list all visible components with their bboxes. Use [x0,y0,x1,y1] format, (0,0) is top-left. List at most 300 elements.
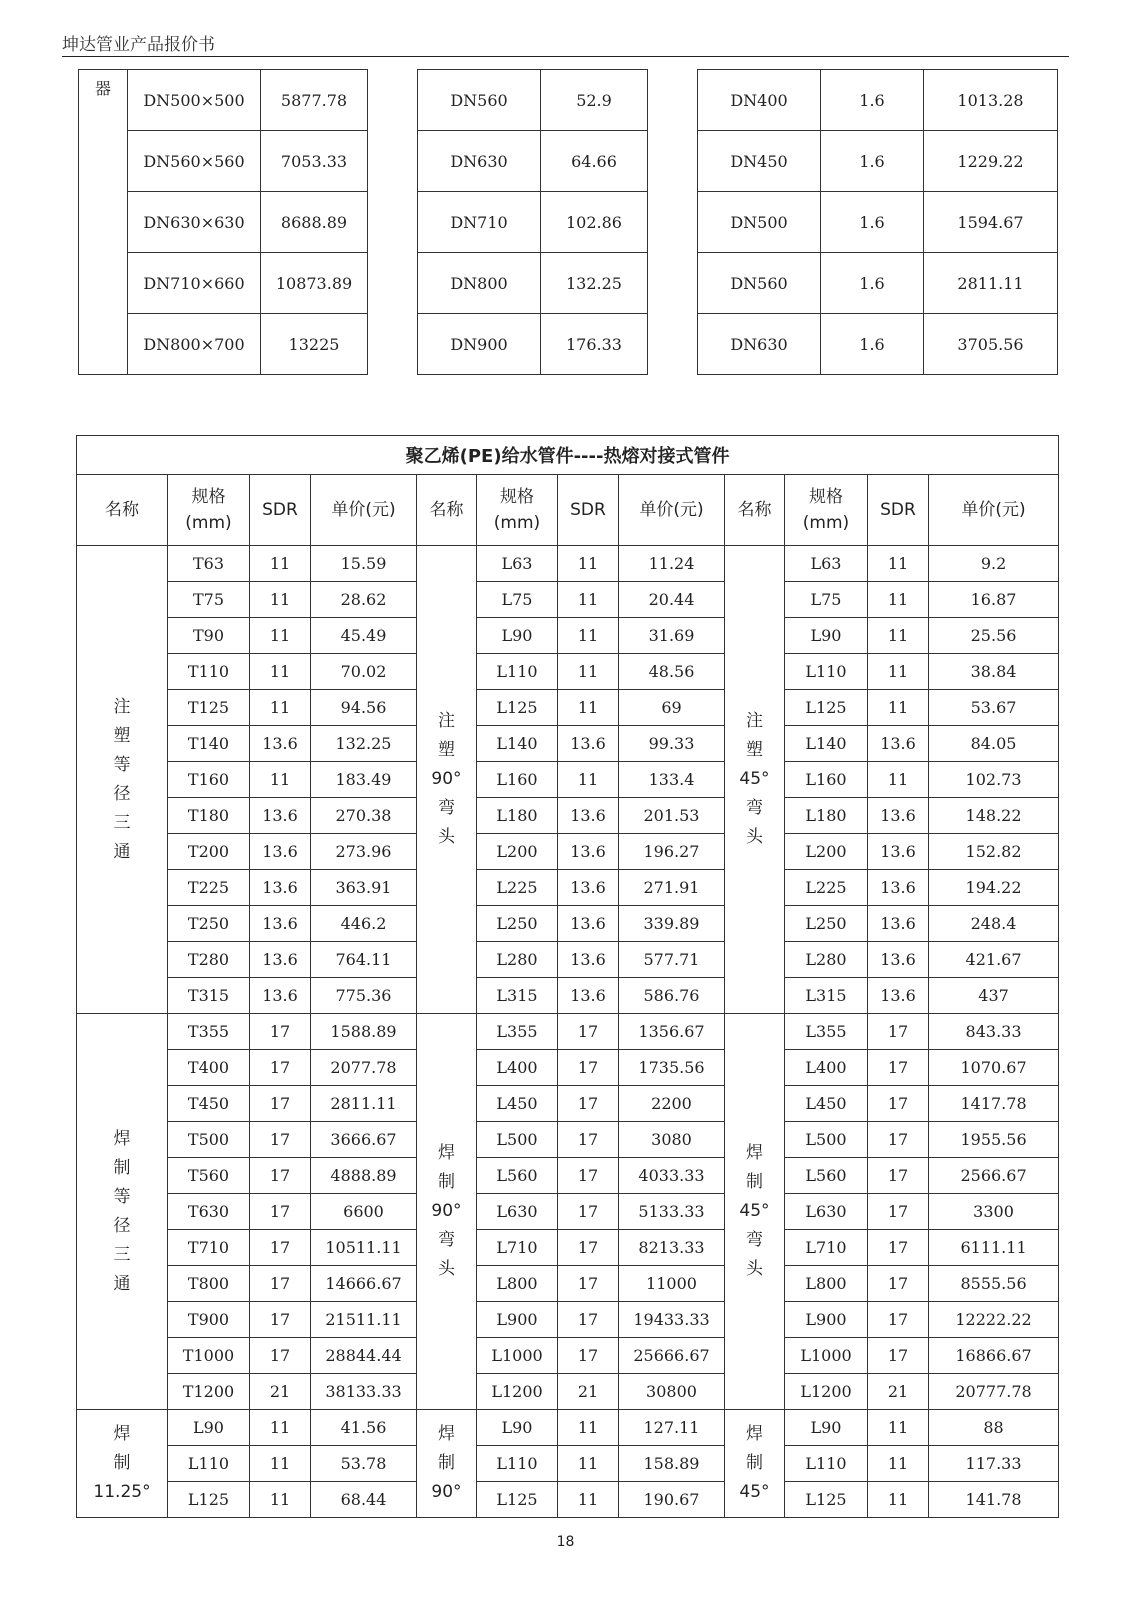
table-header-row [77,475,1059,546]
sdr-cell: 13.6 [558,942,619,978]
spec-cell: L1000 [477,1338,558,1374]
price-cell: 16866.67 [929,1338,1059,1374]
sdr-cell: 13.6 [250,834,311,870]
sdr-cell: 13.6 [250,942,311,978]
sdr-cell: 11 [868,1446,929,1482]
price-cell: 194.22 [929,870,1059,906]
sdr-cell: 11 [250,1482,311,1518]
price-cell: 28844.44 [311,1338,417,1374]
spec-cell: DN560×560 [128,131,261,192]
group-name-char: 90° [431,769,462,789]
spec-cell: L315 [477,978,558,1014]
spec-cell: L180 [785,798,868,834]
spec-cell: T400 [168,1050,250,1086]
price-cell: 7053.33 [261,131,368,192]
spec-cell: T75 [168,582,250,618]
price-cell: 152.82 [929,834,1059,870]
price-cell: 1955.56 [929,1122,1059,1158]
table-row [77,906,1059,942]
spec-cell: T450 [168,1086,250,1122]
table-row [77,654,1059,690]
sdr-cell: 13.6 [250,870,311,906]
price-cell: 1356.67 [619,1014,725,1050]
spec-cell: T110 [168,654,250,690]
spec-cell: T160 [168,762,250,798]
gap-cell [368,70,418,131]
spec-cell: DN500 [698,192,821,253]
sdr-cell: 17 [250,1050,311,1086]
sdr-cell: 11 [558,1482,619,1518]
sdr-cell: 17 [250,1266,311,1302]
price-cell: 20.44 [619,582,725,618]
table-row [77,690,1059,726]
table-row [77,1410,1059,1446]
sdr-cell: 13.6 [250,726,311,762]
spec-cell: DN710×660 [128,253,261,314]
price-cell: 273.96 [311,834,417,870]
price-cell: 94.56 [311,690,417,726]
sdr-cell: 17 [868,1338,929,1374]
spec-cell: DN900 [418,314,541,375]
header-name-2: 名称 [417,475,477,546]
price-cell: 190.67 [619,1482,725,1518]
group-name-char: 径 [113,783,131,804]
price-cell: 41.56 [311,1410,417,1446]
table-row [77,942,1059,978]
sdr-cell: 11 [868,546,929,582]
price-cell: 176.33 [541,314,648,375]
spec-cell: T200 [168,834,250,870]
price-cell: 48.56 [619,654,725,690]
group-name-char: 通 [113,1273,131,1294]
group-name-cell [417,1014,477,1410]
group-name-char: 焊 [746,1424,763,1444]
sdr-cell: 13.6 [868,978,929,1014]
price-cell: 421.67 [929,942,1059,978]
sdr-cell: 17 [868,1050,929,1086]
price-cell: 127.11 [619,1410,725,1446]
price-cell: 437 [929,978,1059,1014]
sdr-cell: 17 [868,1194,929,1230]
group-name-char: 塑 [113,725,131,746]
price-cell: 4033.33 [619,1158,725,1194]
price-cell: 84.05 [929,726,1059,762]
gap-cell [368,253,418,314]
price-cell: 6111.11 [929,1230,1059,1266]
price-cell: 1070.67 [929,1050,1059,1086]
price-cell: 45.49 [311,618,417,654]
sdr-cell: 17 [250,1302,311,1338]
table-row [77,1482,1059,1518]
price-cell: 201.53 [619,798,725,834]
price-cell: 5133.33 [619,1194,725,1230]
sdr-cell: 13.6 [558,834,619,870]
spec-cell: T1000 [168,1338,250,1374]
spec-cell: L75 [477,582,558,618]
sdr-cell: 17 [558,1302,619,1338]
sdr-cell: 11 [868,618,929,654]
sdr-cell: 13.6 [558,798,619,834]
header-spec-3: 规格 (mm) [785,475,868,546]
price-cell: 8555.56 [929,1266,1059,1302]
sdr-cell: 11 [250,546,311,582]
spec-cell: L160 [785,762,868,798]
table-row [77,618,1059,654]
sdr-cell: 17 [558,1014,619,1050]
table-row [77,1338,1059,1374]
table-row [79,314,1058,375]
sdr-cell: 11 [868,582,929,618]
sdr-cell: 11 [558,582,619,618]
group-name-char: 90° [431,1201,462,1221]
spec-cell: L400 [785,1050,868,1086]
table-title-row [77,436,1059,475]
sdr-cell: 17 [558,1158,619,1194]
price-cell: 1013.28 [924,70,1058,131]
group-name-char: 注 [438,711,455,731]
price-cell: 15.59 [311,546,417,582]
table-row [79,131,1058,192]
group-name-char: 弯 [438,798,455,818]
sdr-cell: 11 [868,1410,929,1446]
price-cell: 3300 [929,1194,1059,1230]
gap-cell [648,192,698,253]
table-row [79,192,1058,253]
spec-cell: L90 [477,1410,558,1446]
sdr-cell: 17 [250,1194,311,1230]
price-cell: 88 [929,1410,1059,1446]
spec-cell: L710 [477,1230,558,1266]
sdr-cell: 13.6 [250,978,311,1014]
category-label-cell: 器 [79,70,128,375]
header-spec-2: 规格 (mm) [477,475,558,546]
spec-cell: DN630 [418,131,541,192]
price-cell: 148.22 [929,798,1059,834]
group-name-char: 等 [113,754,131,775]
sdr-cell: 17 [250,1014,311,1050]
header-name-3: 名称 [725,475,785,546]
continued-price-table-body [79,70,1058,375]
sdr-cell: 21 [250,1374,311,1410]
sdr-cell: 21 [868,1374,929,1410]
price-cell: 52.9 [541,70,648,131]
sdr-cell: 17 [558,1122,619,1158]
price-cell: 196.27 [619,834,725,870]
group-name-cell [77,1014,168,1410]
group-name-char: 等 [113,1186,131,1207]
spec-cell: L400 [477,1050,558,1086]
pressure-cell: 1.6 [821,70,924,131]
table-row [77,1302,1059,1338]
header-sdr-3: SDR [868,475,929,546]
sdr-cell: 11 [868,1482,929,1518]
sdr-cell: 11 [558,546,619,582]
group-name-char: 焊 [438,1143,455,1163]
price-cell: 13225 [261,314,368,375]
group-name-char: 头 [438,1259,455,1279]
spec-cell: T355 [168,1014,250,1050]
sdr-cell: 17 [250,1122,311,1158]
pressure-cell: 1.6 [821,253,924,314]
sdr-cell: 13.6 [558,870,619,906]
page-number: 18 [556,1534,575,1550]
spec-cell: L355 [785,1014,868,1050]
group-name-char: 制 [438,1172,455,1192]
group-name-char: 弯 [746,798,763,818]
spec-cell: T315 [168,978,250,1014]
spec-cell: DN400 [698,70,821,131]
header-divider [62,56,1069,57]
group-name-cell [725,1014,785,1410]
spec-cell: L900 [785,1302,868,1338]
price-cell: 446.2 [311,906,417,942]
gap-cell [648,253,698,314]
header-spec-1: 规格 (mm) [168,475,250,546]
spec-cell: T63 [168,546,250,582]
table-row [77,546,1059,582]
sdr-cell: 11 [868,762,929,798]
spec-cell: L110 [168,1446,250,1482]
price-cell: 9.2 [929,546,1059,582]
price-cell: 68.44 [311,1482,417,1518]
price-cell: 133.4 [619,762,725,798]
spec-cell: DN800 [418,253,541,314]
price-cell: 1229.22 [924,131,1058,192]
price-cell: 64.66 [541,131,648,192]
sdr-cell: 17 [558,1050,619,1086]
spec-cell: L160 [477,762,558,798]
group-name-char: 头 [438,827,455,847]
spec-cell: L140 [785,726,868,762]
price-cell: 10511.11 [311,1230,417,1266]
table-row [77,1050,1059,1086]
spec-cell: T280 [168,942,250,978]
sdr-cell: 13.6 [868,726,929,762]
sdr-cell: 13.6 [558,726,619,762]
price-cell: 843.33 [929,1014,1059,1050]
spec-cell: L250 [785,906,868,942]
spec-cell: L315 [785,978,868,1014]
sdr-cell: 21 [558,1374,619,1410]
spec-cell: L125 [477,1482,558,1518]
spec-cell: L90 [785,618,868,654]
price-cell: 363.91 [311,870,417,906]
group-name-char: 塑 [746,740,763,760]
price-cell: 8688.89 [261,192,368,253]
price-cell: 99.33 [619,726,725,762]
header-price-2: 单价(元) [619,475,725,546]
price-cell: 21511.11 [311,1302,417,1338]
price-cell: 117.33 [929,1446,1059,1482]
group-name-char: 通 [113,841,131,862]
sdr-cell: 11 [868,690,929,726]
pressure-cell: 1.6 [821,192,924,253]
spec-cell: T125 [168,690,250,726]
document-header-title: 坤达管业产品报价书 [62,35,215,55]
spec-cell: T560 [168,1158,250,1194]
spec-cell: T710 [168,1230,250,1266]
price-cell: 53.67 [929,690,1059,726]
spec-cell: L1200 [785,1374,868,1410]
pe-fittings-price-table [76,435,1059,1518]
spec-cell: T900 [168,1302,250,1338]
spec-cell: L200 [477,834,558,870]
spec-cell: DN450 [698,131,821,192]
spec-cell: L125 [785,1482,868,1518]
gap-cell [648,314,698,375]
group-name-char: 制 [746,1453,763,1473]
price-cell: 8213.33 [619,1230,725,1266]
price-cell: 25666.67 [619,1338,725,1374]
group-name-char: 制 [113,1157,131,1178]
spec-cell: L450 [785,1086,868,1122]
price-cell: 764.11 [311,942,417,978]
price-cell: 1735.56 [619,1050,725,1086]
group-name-char: 制 [113,1453,131,1473]
spec-cell: L110 [477,654,558,690]
spec-cell: L500 [785,1122,868,1158]
sdr-cell: 13.6 [250,906,311,942]
price-cell: 271.91 [619,870,725,906]
group-name-char: 焊 [438,1424,455,1444]
spec-cell: L355 [477,1014,558,1050]
table-row [77,1194,1059,1230]
spec-cell: T90 [168,618,250,654]
spec-cell: L180 [477,798,558,834]
spec-cell: L250 [477,906,558,942]
table-row [79,70,1058,131]
spec-cell: L110 [785,1446,868,1482]
table-row [79,253,1058,314]
spec-cell: L280 [477,942,558,978]
table-row [77,1086,1059,1122]
spec-cell: T1200 [168,1374,250,1410]
group-name-cell [417,1410,477,1518]
price-cell: 141.78 [929,1482,1059,1518]
table-row [77,1446,1059,1482]
sdr-cell: 17 [868,1014,929,1050]
sdr-cell: 17 [558,1086,619,1122]
group-name-cell [417,546,477,1014]
group-name-char: 11.25° [93,1482,151,1502]
sdr-cell: 17 [558,1338,619,1374]
spec-cell: L63 [785,546,868,582]
spec-cell: T180 [168,798,250,834]
spec-cell: L800 [785,1266,868,1302]
sdr-cell: 13.6 [868,834,929,870]
table-row [77,762,1059,798]
header-price-1: 单价(元) [311,475,417,546]
group-name-char: 45° [739,1201,770,1221]
gap-cell [368,192,418,253]
price-cell: 20777.78 [929,1374,1059,1410]
table-row [77,978,1059,1014]
table-row [77,834,1059,870]
spec-cell: L125 [477,690,558,726]
price-cell: 70.02 [311,654,417,690]
spec-cell: T250 [168,906,250,942]
price-cell: 30800 [619,1374,725,1410]
spec-cell: DN630 [698,314,821,375]
table-row [77,582,1059,618]
spec-cell: L560 [785,1158,868,1194]
header-name-1: 名称 [77,475,168,546]
spec-cell: T800 [168,1266,250,1302]
group-name-char: 焊 [113,1424,131,1444]
spec-cell: L225 [785,870,868,906]
price-cell: 14666.67 [311,1266,417,1302]
price-cell: 16.87 [929,582,1059,618]
group-name-char: 注 [113,696,131,717]
group-name-char: 头 [746,827,763,847]
price-cell: 11.24 [619,546,725,582]
continued-price-table [78,69,1058,375]
pressure-cell: 1.6 [821,131,924,192]
spec-cell: DN710 [418,192,541,253]
sdr-cell: 11 [558,690,619,726]
table-row [77,1158,1059,1194]
sdr-cell: 17 [868,1158,929,1194]
spec-cell: T225 [168,870,250,906]
spec-cell: L1200 [477,1374,558,1410]
price-cell: 2200 [619,1086,725,1122]
price-cell: 3080 [619,1122,725,1158]
sdr-cell: 17 [250,1230,311,1266]
group-name-char: 三 [113,812,131,833]
sdr-cell: 11 [250,1446,311,1482]
price-cell: 2811.11 [311,1086,417,1122]
spec-cell: L90 [785,1410,868,1446]
group-name-cell [77,546,168,1014]
group-name-char: 45° [739,769,770,789]
sdr-cell: 11 [558,1446,619,1482]
sdr-cell: 11 [250,618,311,654]
spec-cell: T630 [168,1194,250,1230]
group-name-char: 三 [113,1244,131,1265]
price-cell: 577.71 [619,942,725,978]
price-cell: 1588.89 [311,1014,417,1050]
price-cell: 2566.67 [929,1158,1059,1194]
spec-cell: L900 [477,1302,558,1338]
price-cell: 1594.67 [924,192,1058,253]
price-cell: 38133.33 [311,1374,417,1410]
table-row [77,798,1059,834]
group-name-char: 焊 [746,1143,763,1163]
sdr-cell: 11 [558,618,619,654]
sdr-cell: 13.6 [868,942,929,978]
table-row [77,1374,1059,1410]
sdr-cell: 13.6 [558,906,619,942]
sdr-cell: 17 [868,1230,929,1266]
spec-cell: DN560 [418,70,541,131]
price-cell: 53.78 [311,1446,417,1482]
spec-cell: L225 [477,870,558,906]
sdr-cell: 17 [868,1086,929,1122]
table-row [77,870,1059,906]
sdr-cell: 13.6 [868,870,929,906]
group-name-char: 弯 [746,1230,763,1250]
group-name-char: 90° [431,1482,462,1502]
price-cell: 270.38 [311,798,417,834]
price-cell: 31.69 [619,618,725,654]
price-cell: 11000 [619,1266,725,1302]
price-cell: 10873.89 [261,253,368,314]
spec-cell: L75 [785,582,868,618]
sdr-cell: 11 [558,1410,619,1446]
group-name-char: 45° [739,1482,770,1502]
spec-cell: L630 [785,1194,868,1230]
spec-cell: DN630×630 [128,192,261,253]
